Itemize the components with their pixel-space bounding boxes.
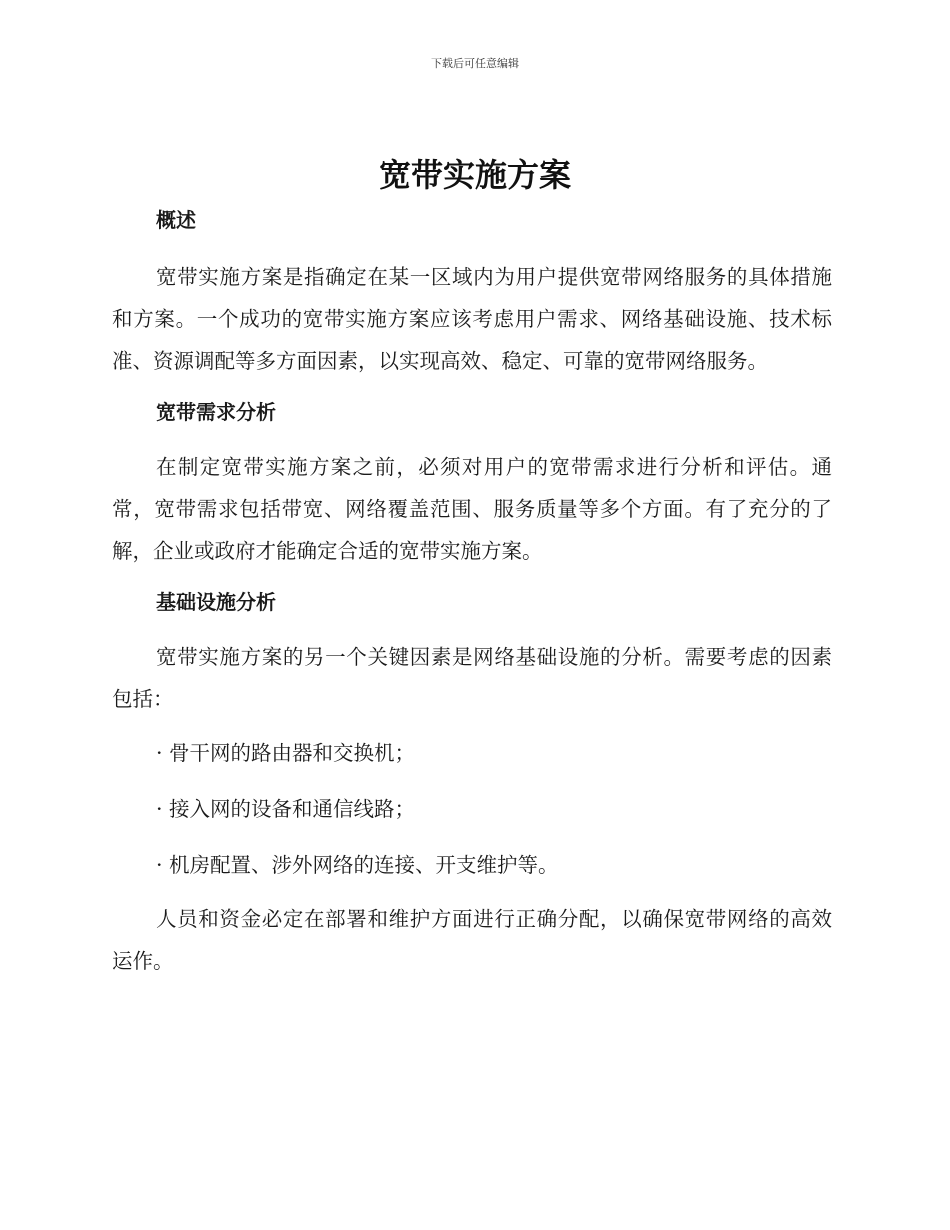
list-item: · 骨干网的路由器和交换机； xyxy=(156,741,416,765)
list-item: · 接入网的设备和通信线路； xyxy=(156,797,416,821)
document-body xyxy=(112,200,832,982)
document-title: 宽带实施方案 xyxy=(378,156,571,194)
page-header-note: 下载后可任意编辑 xyxy=(431,57,519,70)
paragraph-overview: 宽带实施方案是指确定在某一区域内为用户提供宽带网络服务的具体措施和方案。一个成功的宽带实施方案应该考虑用户需求、网络基础设施、技术标准、资源调配等多方面因素，以实现高效、稳定、可靠的宽带网络服务。 xyxy=(112,265,832,373)
list-item: · 机房配置、涉外网络的连接、开支维护等。 xyxy=(156,853,559,877)
paragraph-closing: 人员和资金必定在部署和维护方面进行正确分配，以确保宽带网络的高效运作。 xyxy=(112,907,832,973)
paragraph-demand: 在制定宽带实施方案之前，必须对用户的宽带需求进行分析和评估。通常，宽带需求包括带宽、网络覆盖范围、服务质量等多个方面。有了充分的了解，企业或政府才能确定合适的宽带实施方案。 xyxy=(112,455,832,563)
paragraph-infrastructure: 宽带实施方案的另一个关键因素是网络基础设施的分析。需要考虑的因素包括： xyxy=(112,645,832,711)
section-heading-demand: 宽带需求分析 xyxy=(156,400,276,424)
section-heading-overview: 概述 xyxy=(156,208,196,232)
section-heading-infrastructure: 基础设施分析 xyxy=(156,590,276,614)
